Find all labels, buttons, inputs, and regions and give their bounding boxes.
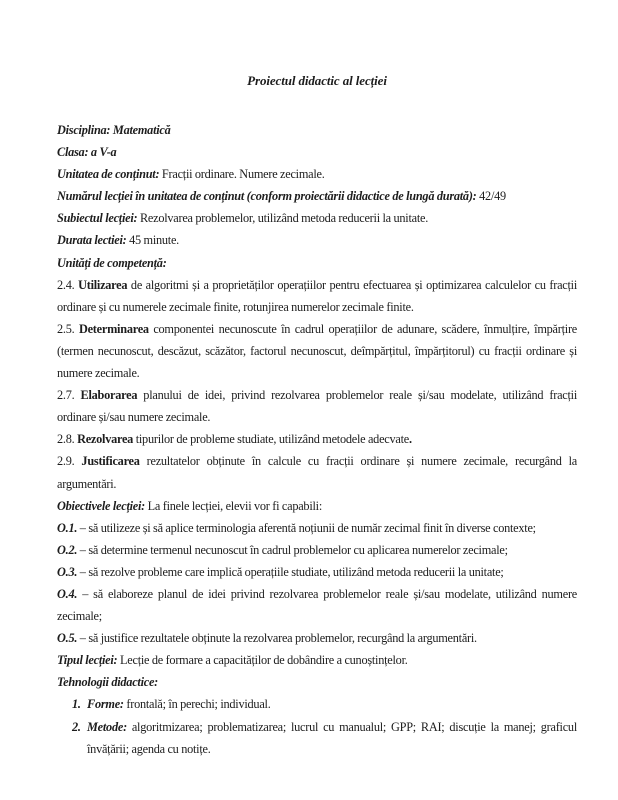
text-segment: tipurilor de probleme studiate, utilizând metodele adecvate xyxy=(133,432,409,447)
text-segment: frontală; în perechi; individual. xyxy=(126,697,271,712)
text-segment: 2.9. xyxy=(57,454,82,469)
lesson-number-line xyxy=(57,185,577,207)
text-segment: 2.8. xyxy=(57,432,78,447)
text-segment: Justificarea xyxy=(81,454,140,469)
list-number: 2. xyxy=(72,719,81,734)
text-segment: 45 minute. xyxy=(129,233,180,248)
text-segment: algoritmizarea; problematizarea; lucrul cu manualul; GPP; RAI; discuție la manej; graficul învățării; agenda cu notițe. xyxy=(87,719,577,756)
competence-2-5 xyxy=(57,318,577,384)
text-segment: 2.5. xyxy=(57,321,79,336)
text-segment: La finele lecției, elevii vor fi capabili: xyxy=(147,498,322,513)
text-segment: Metode: xyxy=(87,719,132,734)
text-segment: de algoritmi și a proprietăților operațiilor pentru efectuarea și optimizarea calculelor cu fracții ordinare și cu numerele zecimale finite, rotunjirea numerelor zecimale finite. xyxy=(57,277,577,314)
text-segment: – să justifice rezultatele obținute la rezolvarea problemelor, recurgând la argumentări. xyxy=(77,631,477,646)
text-segment: Lecție de formare a capacităților de dobândire a cunoștințelor. xyxy=(120,653,408,668)
text-segment: O.5. xyxy=(57,631,78,646)
text-segment: – să elaboreze planul de idei privind rezolvarea problemelor reale și/sau modelate, utilizând numere zecimale; xyxy=(57,586,577,624)
text-segment: Determinarea xyxy=(78,321,149,336)
text-segment: Forme: xyxy=(87,697,127,712)
text-segment: rezultatelor obținute în calcule cu fracții ordinare și numere zecimale, recurgând la argumentări. xyxy=(57,454,577,491)
content-unit-line xyxy=(57,163,577,185)
document-body xyxy=(57,119,577,760)
objective-o5 xyxy=(57,627,577,649)
text-segment: Unități de competență: xyxy=(57,255,167,270)
text-segment: O.2. xyxy=(57,542,78,557)
text-segment: Rezolvarea problemelor, utilizând metoda reducerii la unitate. xyxy=(139,211,429,226)
text-segment: 42/49 xyxy=(479,189,506,204)
technologies-heading xyxy=(57,671,577,693)
text-segment: Durata lectiei: xyxy=(57,233,130,248)
text-segment: Clasa: a V-a xyxy=(57,145,117,160)
subject-line xyxy=(57,207,577,229)
class-line xyxy=(57,141,577,163)
list-number: 1. xyxy=(72,697,81,712)
text-segment: Numărul lecției în unitatea de conținut (conform proiectării didactice de lungă durată): xyxy=(57,189,480,204)
objective-o2 xyxy=(57,539,577,561)
text-segment: Tehnologii didactice: xyxy=(57,675,159,690)
lesson-type-line xyxy=(57,649,577,671)
text-segment: – să rezolve probleme care implică operațiile studiate, utilizând metoda reducerii la unitate; xyxy=(77,564,504,579)
competence-2-8 xyxy=(57,428,577,450)
text-segment: O.1. xyxy=(57,520,78,535)
text-segment: O.3. xyxy=(57,564,78,579)
text-segment: Subiectul lecției: xyxy=(57,211,140,226)
text-segment: planului de idei, privind rezolvarea problemelor reale și/sau modelate, utilizând fracții ordinare și/sau numere zecimale. xyxy=(57,388,577,425)
methods-item xyxy=(57,716,577,760)
objective-o1 xyxy=(57,517,577,539)
text-segment: – să determine termenul necunoscut în cadrul problemelor cu aplicarea numerelor zecimale; xyxy=(77,542,508,557)
text-segment: Unitatea de conținut: xyxy=(57,167,162,182)
text-segment: Rezolvarea xyxy=(77,432,134,447)
objective-o4 xyxy=(57,583,577,627)
duration-line xyxy=(57,229,577,251)
competence-2-9 xyxy=(57,450,577,494)
text-segment: 2.7. xyxy=(57,388,81,403)
text-segment: Elaborarea xyxy=(80,388,138,403)
objective-o3 xyxy=(57,561,577,583)
text-segment: componentei necunoscute în cadrul operațiilor de adunare, scădere, înmulțire, împărțire (termen necunoscut, descăzut, scăzător, factorul necunoscut, deîmpărțitul, împărțitorul) cu fracții ordinare și numere zecimale. xyxy=(57,321,577,381)
document-title: Proiectul didactic al lecției xyxy=(247,73,387,88)
text-segment: Tipul lecției: xyxy=(57,653,121,668)
competence-2-7 xyxy=(57,384,577,428)
text-segment: O.4. xyxy=(57,586,78,601)
objectives-heading xyxy=(57,495,577,517)
text-segment: Utilizarea xyxy=(78,277,128,292)
discipline-line xyxy=(57,119,577,141)
text-segment: Fracții ordinare. Numere zecimale. xyxy=(161,167,325,182)
competences-heading xyxy=(57,252,577,274)
competence-2-4 xyxy=(57,274,577,318)
forms-item xyxy=(57,693,577,715)
text-segment: Disciplina: Matematică xyxy=(57,123,171,137)
text-segment: . xyxy=(408,432,412,447)
text-segment: Obiectivele lecției: xyxy=(57,498,148,513)
text-segment: 2.4. xyxy=(57,277,79,292)
text-segment: – să utilizeze și să aplice terminologia aferentă noțiunii de număr zecimal finit în diverse contexte; xyxy=(77,520,536,535)
